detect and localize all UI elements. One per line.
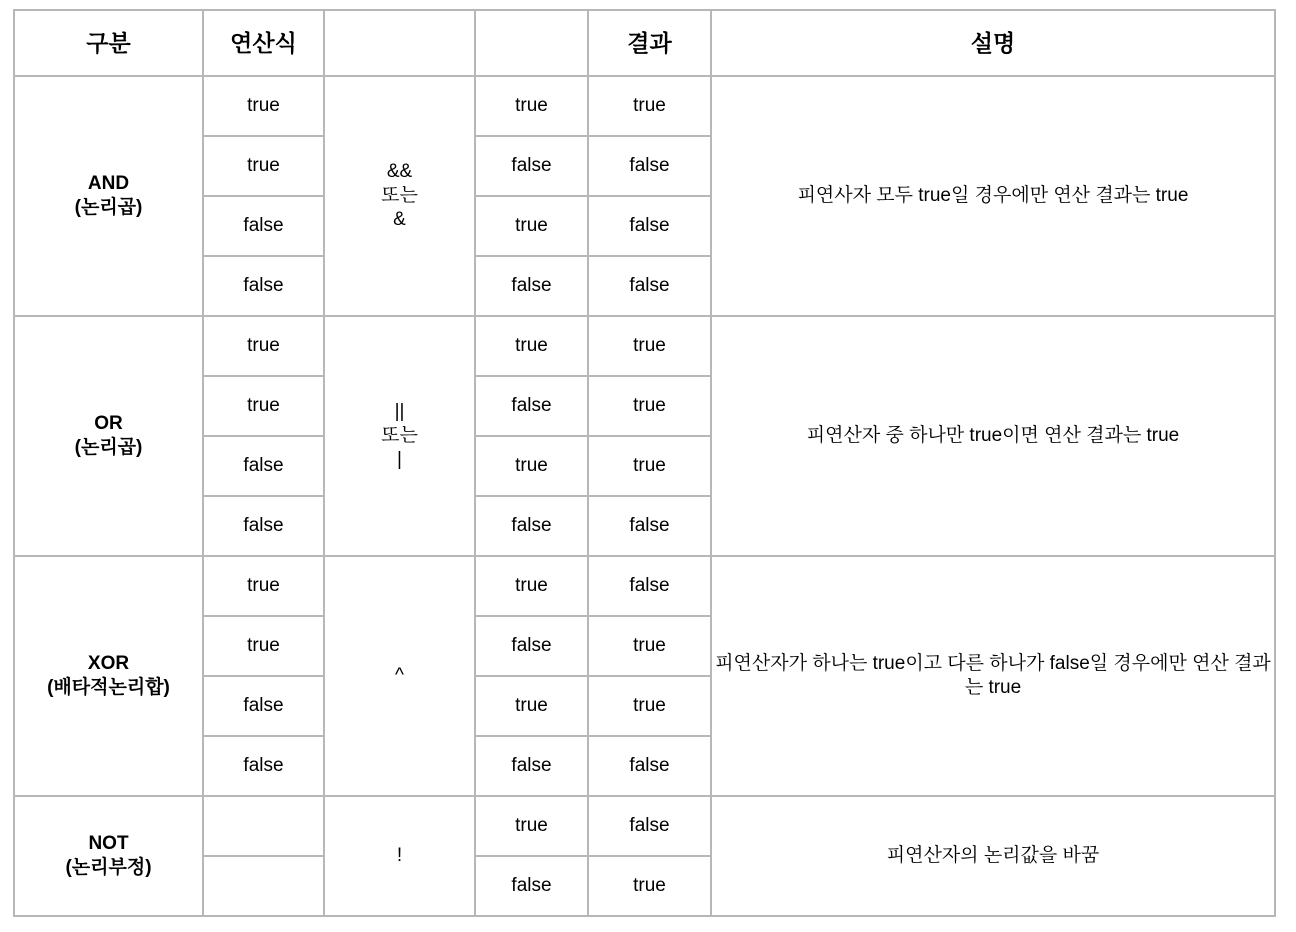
operator-cell (324, 316, 475, 556)
result-cell: true (588, 616, 711, 676)
operand-a-cell: false (203, 676, 324, 736)
table-container (13, 9, 1276, 917)
description-cell: 피연산자의 논리값을 바꿈 (711, 796, 1275, 916)
operator-symbol: ! (396, 845, 403, 866)
operator-cell (324, 796, 475, 916)
operator-or-text: 또는 (381, 425, 418, 446)
category-cell (14, 76, 203, 316)
description-cell: 피연산자 중 하나만 true이면 연산 결과는 true (711, 316, 1275, 556)
operator-symbol: && (386, 161, 413, 182)
category-name: OR (94, 413, 123, 434)
description-cell: 피연사자 모두 true일 경우에만 연산 결과는 true (711, 76, 1275, 316)
header-row (14, 10, 1275, 76)
result-cell: true (588, 376, 711, 436)
category-name: NOT (88, 833, 129, 854)
table-row (14, 796, 1275, 856)
operand-a-cell: true (203, 136, 324, 196)
category-cell (14, 316, 203, 556)
header-operand-b (475, 10, 588, 76)
operand-b-cell: true (475, 316, 588, 376)
table-row (14, 76, 1275, 136)
operand-a-cell: true (203, 376, 324, 436)
operand-b-cell: false (475, 136, 588, 196)
operator-cell (324, 76, 475, 316)
operand-b-cell: false (475, 616, 588, 676)
result-cell: true (588, 76, 711, 136)
operand-a-cell: true (203, 556, 324, 616)
category-subtitle: (배타적논리합) (47, 677, 170, 698)
operand-a-cell: true (203, 616, 324, 676)
table-row (14, 316, 1275, 376)
operator-or-text: 또는 (381, 185, 418, 206)
operand-b-cell: true (475, 196, 588, 256)
header-result: 결과 (588, 10, 711, 76)
description-cell: 피연산자가 하나는 true이고 다른 하나가 false일 경우에만 연산 결과는 true (711, 556, 1275, 796)
category-cell (14, 556, 203, 796)
result-cell: false (588, 136, 711, 196)
operator-cell (324, 556, 475, 796)
logical-operators-table (13, 9, 1276, 917)
header-operator (324, 10, 475, 76)
result-cell: false (588, 496, 711, 556)
operand-a-cell: false (203, 736, 324, 796)
operand-b-cell: false (475, 376, 588, 436)
result-cell: true (588, 316, 711, 376)
result-cell: false (588, 796, 711, 856)
operator-symbol-alt: | (397, 449, 402, 470)
operand-a-cell (203, 856, 324, 916)
operand-a-cell: false (203, 496, 324, 556)
header-description: 설명 (711, 10, 1275, 76)
operand-a-cell: false (203, 196, 324, 256)
operator-symbol: ^ (395, 665, 404, 686)
operand-b-cell: false (475, 856, 588, 916)
operator-symbol: || (394, 401, 405, 422)
operand-b-cell: false (475, 736, 588, 796)
category-subtitle: (논리곱) (74, 197, 143, 218)
operand-a-cell: false (203, 256, 324, 316)
operand-b-cell: false (475, 496, 588, 556)
result-cell: true (588, 676, 711, 736)
operand-b-cell: false (475, 256, 588, 316)
operand-b-cell: true (475, 676, 588, 736)
header-expression: 연산식 (203, 10, 324, 76)
operand-b-cell: true (475, 436, 588, 496)
operator-symbol-alt: & (393, 209, 406, 230)
category-subtitle: (논리부정) (65, 857, 152, 878)
result-cell: true (588, 856, 711, 916)
result-cell: true (588, 436, 711, 496)
result-cell: false (588, 556, 711, 616)
operand-b-cell: true (475, 556, 588, 616)
operand-b-cell: true (475, 76, 588, 136)
operand-a-cell (203, 796, 324, 856)
result-cell: false (588, 196, 711, 256)
operand-a-cell: false (203, 436, 324, 496)
header-category: 구분 (14, 10, 203, 76)
result-cell: false (588, 736, 711, 796)
category-name: XOR (87, 653, 130, 674)
operand-b-cell: true (475, 796, 588, 856)
category-cell (14, 796, 203, 916)
operand-a-cell: true (203, 316, 324, 376)
operand-a-cell: true (203, 76, 324, 136)
category-name: AND (87, 173, 130, 194)
result-cell: false (588, 256, 711, 316)
category-subtitle: (논리곱) (74, 437, 143, 458)
table-row (14, 556, 1275, 616)
